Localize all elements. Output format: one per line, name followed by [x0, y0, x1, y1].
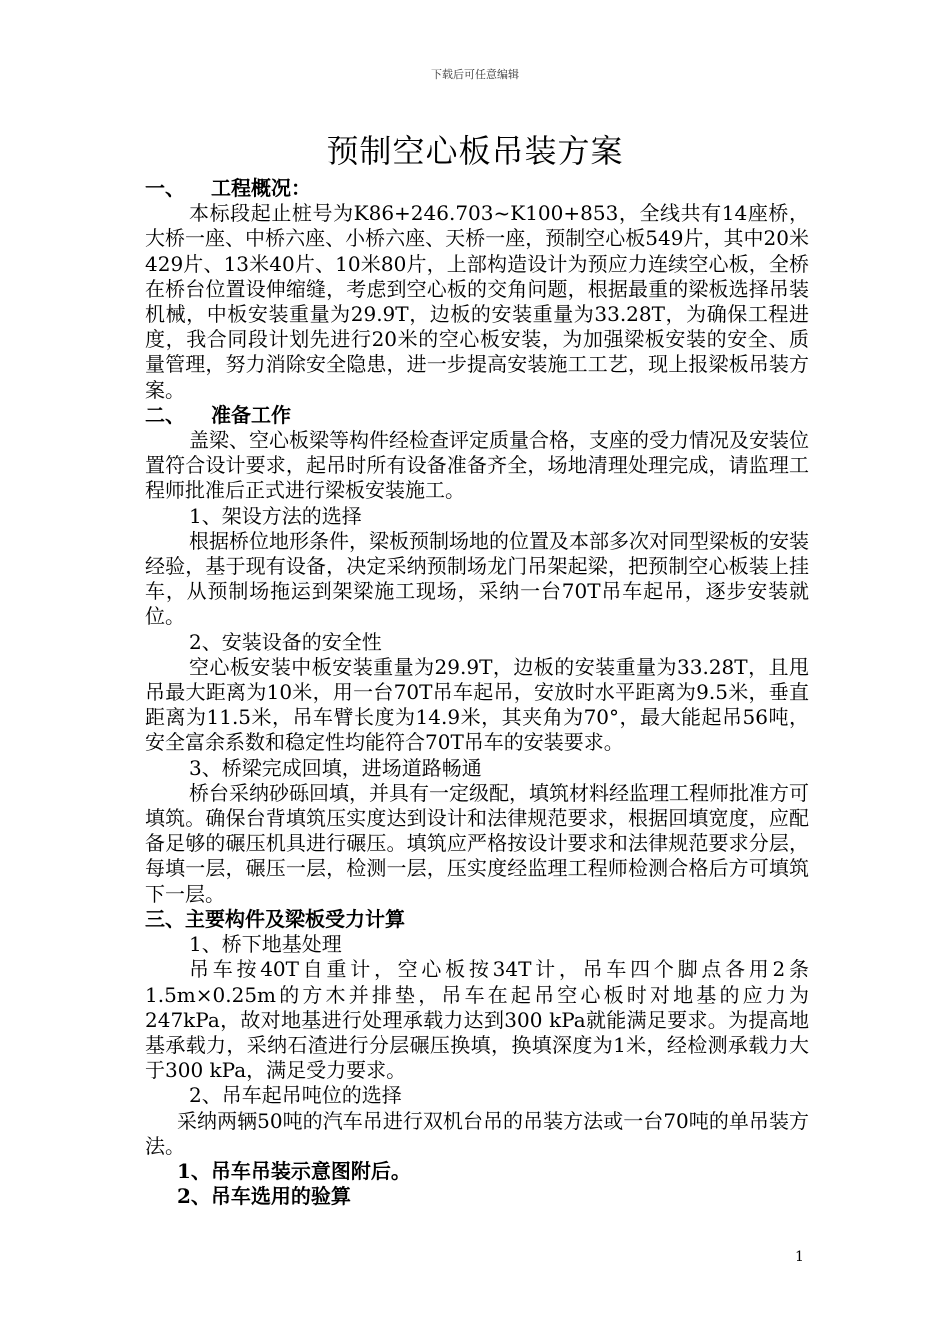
bold-item-diagram: 1、吊车吊装示意图附后。 [177, 1158, 411, 1183]
section-heading-2 [145, 403, 809, 428]
section-heading-3: 三、主要构件及梁板受力计算 [145, 906, 405, 931]
subheading-backfill: 3、桥梁完成回填，进场道路畅通 [189, 755, 482, 780]
paragraph-backfill: 桥台采纳砂砾回填，并具有一定级配，填筑材料经监理工程师批准方可填筑。确保台背填筑压实度达到设计和法律规范要求，根据回填宽度，应配备足够的碾压机具进行碾压。填筑应严格按设计要求和法律规范要求分层，每填一层，碾压一层，检测一层，压实度经监理工程师检测合格后方可填筑下一层。 [145, 780, 809, 906]
paragraph-preparation: 盖梁、空心板梁等构件经检查评定质量合格，支座的受力情况及安装位置符合设计要求，起吊时所有设备准备齐全，场地清理处理完成，请监理工程师批准后正式进行梁板安装施工。 [145, 428, 809, 503]
paragraph-crane-tonnage: 采纳两辆50吨的汽车吊进行双机台吊的吊装方法或一台70吨的单吊装方法。 [145, 1108, 809, 1158]
subheading-foundation: 1、桥下地基处理 [189, 932, 342, 957]
section-title: 工程概况： [211, 176, 311, 200]
paragraph-erection-method: 根据桥位地形条件，梁板预制场地的位置及本部多次对同型梁板的安装经验，基于现有设备，决定采纳预制场龙门吊架起梁，把预制空心板装上挂车，从预制场拖运到架梁施工现场，采纳一台70T吊车起吊，逐步安装就位。 [145, 528, 809, 629]
subheading-crane-tonnage: 2、吊车起吊吨位的选择 [189, 1083, 402, 1108]
section-heading-1 [145, 176, 809, 201]
paragraph-equipment-safety: 空心板安装中板安装重量为29.9T，边板的安装重量为33.28T，且甩吊最大距离为10米，用一台70T吊车起吊，安放时水平距离为9.5米，垂直距离为11.5米，吊车臂长度为14.9米，其夹角为70°，最大能起吊56吨，安全富余系数和稳定性均能符合70T吊车的安装要求。 [145, 654, 809, 755]
subheading-equipment-safety: 2、安装设备的安全性 [189, 629, 382, 654]
subheading-erection-method: 1、架设方法的选择 [189, 503, 362, 528]
bold-item-verification: 2、吊车选用的验算 [177, 1184, 351, 1209]
page-number: 1 [795, 1249, 804, 1265]
section-number: 一、 [145, 176, 185, 200]
document-title: 预制空心板吊装方案 [326, 132, 624, 170]
document-body [145, 176, 809, 1209]
section-number: 二、 [145, 402, 185, 427]
paragraph-overview: 本标段起止桩号为K86+246.703~K100+853，全线共有14座桥，大桥一座、中桥六座、小桥六座、天桥一座，预制空心板549片，其中20米429片、13米40片、10米80片，上部构造设计为预应力连续空心板，全桥在桥台位置设伸缩缝，考虑到空心板的交角问题，根据最重的梁板选择吊装机械，中板安装重量为29.9T，边板的安装重量为33.28T，为确保工程进度，我合同段计划先进行20米的空心板安装，为加强梁板安装的安全、质量管理，努力消除安全隐患，进一步提高安装施工工艺，现上报梁板吊装方案。 [145, 201, 809, 402]
section-title: 准备工作 [211, 402, 291, 427]
paragraph-foundation: 吊车按40T自重计，空心板按34T计，吊车四个脚点各用2条1.5m×0.25m的方木并排垫，吊车在起吊空心板时对地基的应力为247kPa，故对地基进行处理承载力达到300 kPa就能满足要求。为提高地基承载力，采纳石渣进行分层碾压换填，换填深度为1米，经检测承载力大于300 kPa，满足受力要求。 [145, 957, 809, 1083]
page-header: 下载后可任意编辑 [431, 68, 519, 81]
